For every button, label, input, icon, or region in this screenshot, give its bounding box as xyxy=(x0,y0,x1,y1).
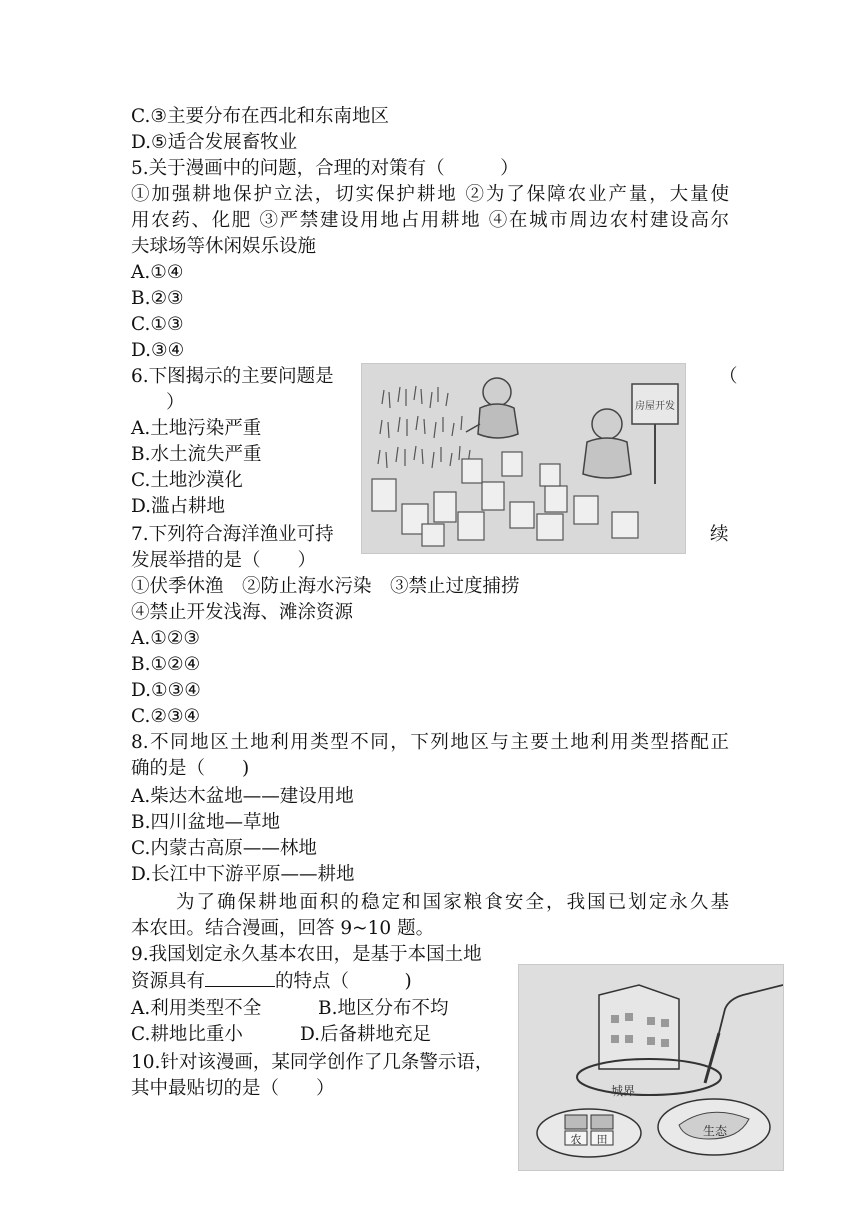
label-farmland-1: 农 xyxy=(570,1133,582,1146)
q5-option-c: C.①③ xyxy=(131,314,184,335)
intro-paragraph-line1: 为了确保耕地面积的稳定和国家粮食安全，我国已划定永久基 xyxy=(176,892,729,913)
q5-statements-line1: ①加强耕地保护立法，切实保护耕地 ②为了保障农业产量，大量使 xyxy=(131,184,729,205)
q10-stem-line2: 其中最贴切的是（ ） xyxy=(131,1078,335,1099)
q5-stem: 5.关于漫画中的问题，合理的对策有（ ） xyxy=(131,158,519,179)
q8-option-d: D.长江中下游平原——耕地 xyxy=(131,864,355,885)
label-ecology: 生态 xyxy=(702,1124,728,1138)
q9-stem-line2 xyxy=(131,968,412,995)
q9-stem-prefix: 资源具有 xyxy=(131,971,206,992)
q7-statements-line2: ④禁止开发浅海、滩涂资源 xyxy=(131,602,354,623)
q9-blank xyxy=(205,968,275,987)
q5-option-a: A.①④ xyxy=(131,262,184,283)
q7-stem-part3: 发展举措的是（ ） xyxy=(131,550,317,571)
q4-option-d: D.⑤适合发展畜牧业 xyxy=(131,132,298,153)
q6-paren-right: ） xyxy=(166,392,185,413)
cartoon-city-boundary xyxy=(518,964,784,1171)
q9-stem-line1: 9.我国划定永久基本农田，是基于本国土地 xyxy=(131,944,482,965)
q5-statements-line2: 用农药、化肥 ③严禁建设用地占用耕地 ④在城市周边农村建设高尔 xyxy=(131,210,729,231)
label-farmland-2: 田 xyxy=(596,1133,608,1146)
cartoon-farmland-occupation xyxy=(361,363,686,554)
q7-stem-part1: 7.下列符合海洋渔业可持 xyxy=(131,524,334,545)
sign-text: 房屋开发 xyxy=(635,401,675,412)
q10-stem-line1: 10.针对该漫画，某同学创作了几条警示语， xyxy=(131,1052,494,1073)
q4-option-c: C.③主要分布在西北和东南地区 xyxy=(131,106,389,127)
q6-option-c: C.土地沙漠化 xyxy=(131,470,243,491)
q7-option-a: A.①②③ xyxy=(131,628,200,649)
q8-stem-line1: 8.不同地区土地利用类型不同，下列地区与主要土地利用类型搭配正 xyxy=(131,732,729,753)
q6-stem: 6.下图揭示的主要问题是 xyxy=(131,366,334,387)
q7-option-c: C.②③④ xyxy=(131,706,201,727)
cartoon-farmland-occupation-drawing xyxy=(362,364,685,553)
q8-stem-line2: 确的是（ ) xyxy=(131,758,250,779)
q6-option-d: D.滥占耕地 xyxy=(131,496,226,517)
q9-option-d: D.后备耕地充足 xyxy=(300,1024,432,1045)
q9-option-c: C.耕地比重小 xyxy=(131,1024,243,1045)
q8-option-b: B.四川盆地—草地 xyxy=(131,812,280,833)
q8-option-c: C.内蒙古高原——林地 xyxy=(131,838,317,859)
q9-stem-suffix: 的特点（ ) xyxy=(275,971,412,992)
q5-option-d: D.③④ xyxy=(131,340,185,361)
label-city-boundary: 城界 xyxy=(611,1084,636,1098)
q6-paren-left: （ xyxy=(719,366,738,387)
q7-option-d: D.①③④ xyxy=(131,680,201,701)
intro-paragraph-line2: 本农田。结合漫画，回答 9~10 题。 xyxy=(131,918,435,939)
q8-option-a: A.柴达木盆地——建设用地 xyxy=(131,786,354,807)
q9-option-a: A.利用类型不全 xyxy=(131,998,262,1019)
q5-option-b: B.②③ xyxy=(131,288,184,309)
q6-option-a: A.土地污染严重 xyxy=(131,418,262,439)
q7-statements-line1: ①伏季休渔 ②防止海水污染 ③禁止过度捕捞 xyxy=(131,576,520,597)
cartoon-city-boundary-drawing xyxy=(519,965,783,1170)
q5-statements-line3: 夫球场等休闲娱乐设施 xyxy=(131,236,317,257)
q9-option-b: B.地区分布不均 xyxy=(318,998,449,1019)
q7-stem-part2: 续 xyxy=(710,524,729,545)
q6-option-b: B.水土流失严重 xyxy=(131,444,262,465)
q7-option-b: B.①②④ xyxy=(131,654,201,675)
